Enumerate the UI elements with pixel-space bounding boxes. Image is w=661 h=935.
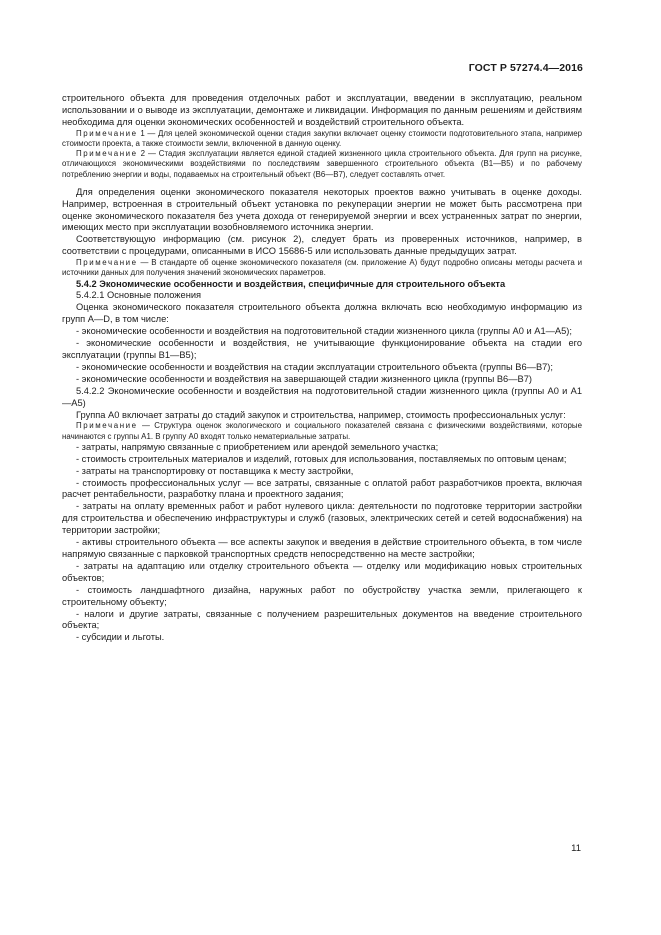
document-code: ГОСТ Р 57274.4—2016	[468, 62, 583, 74]
page-body	[62, 93, 582, 644]
list-item: - экономические особенности и воздействия на завершающей стадии жизненного цикла (группы В6—В7)	[76, 373, 532, 384]
list-item: - стоимость ландшафтного дизайна, наружных работ по обустройству участка земли, прилегающего к строительному объекту;	[62, 584, 582, 607]
note-label: Примечание	[76, 258, 138, 268]
list-item: - стоимость профессиональных услуг — все затраты, связанные с оплатой работ разработчиков проекта, включая расчет рентабельности, разработку плана и проектного задания;	[62, 477, 582, 500]
list-item: - стоимость строительных материалов и изделий, готовых для использования, поставляемых по оптовым ценам;	[76, 453, 567, 464]
list-item: - затраты на транспортировку от поставщика к месту застройки,	[76, 465, 354, 476]
note-text: 2 — Стадия эксплуатации является единой стадией жизненного цикла строительного объекта. Для групп на рисунке, отличающихся экономическими воздействиями по последствиям завершенного строительного объекта (В1—В5) и по рабочему потреблению энергии и воды, подаваемых на строительный объект (В6—В7), следует составлять отчет.	[62, 149, 582, 179]
note-1	[62, 129, 582, 149]
list-item: - затраты на адаптацию или отделку строительного объекта — отделку или модификацию новых строительных объектов;	[62, 560, 582, 583]
list-item: - экономические особенности и воздействия на подготовительной стадии жизненного цикла (группы А0 и А1—А5);	[76, 326, 572, 337]
note-4	[62, 421, 582, 441]
page-number: 11	[571, 843, 581, 854]
list-item: - экономические особенности и воздействия на стадии эксплуатации строительного объекта (группы В6—В7);	[76, 361, 553, 372]
note-text: — В стандарте об оценке экономического показателя (см. приложение А) будут подробно описаны методы расчета и источники данных для получения значений экономических параметров.	[62, 258, 582, 278]
list-item: - экономические особенности и воздействия, не учитывающие функционирование объекта на стадии его эксплуатации (группы В1—В5);	[62, 338, 582, 361]
subsection-title: 5.4.2.2 Экономические особенности и воздействия на подготовительной стадии жизненного цикла (группы А0 и А1—А5)	[62, 385, 582, 408]
intro-paragraph: строительного объекта для проведения отделочных работ и эксплуатации, введении в эксплуатацию, реальном использовании и о выводе из эксплуатации, демонтаже и ликвидации. Информация по данным решениям и действиям необходима для оценки экономических особенностей и воздействий строительного объекта.	[62, 93, 582, 127]
info-paragraph: Соответствующую информацию (см. рисунок 2), следует брать из проверенных источников, например, в соответствии с процедурами, описанными в ИСО 15686-5 или использовать данные предыдущих затрат.	[62, 234, 582, 257]
groups-paragraph: Оценка экономического показателя строительного объекта должна включать всю необходимую информацию из групп А—D, в том числе:	[62, 302, 582, 325]
note-3	[62, 258, 582, 278]
note-label: Примечание	[76, 149, 138, 159]
subsection-title: 5.4.2.1 Основные положения	[76, 290, 202, 301]
section-heading: 5.4.2 Экономические особенности и воздействия, специфичные для строительного объекта	[76, 278, 506, 289]
income-paragraph: Для определения оценки экономического показателя некоторых проектов важно учитывать в оценке доходы. Например, встроенная в строительный объект установка по рекуперации энергии не может быть рассмотрена при оценке экономического показателя без учета дохода от генерируемой энергии и всех устраненных затрат по энергии, имеющих место при эксплуатации возобновляемого источника энергии.	[62, 186, 582, 233]
list-item: - субсидии и льготы.	[76, 632, 165, 643]
note-text: 1 — Для целей экономической оценки стадия закупки включает оценку стоимости подготовительного этапа, например стоимости проекта, а также стоимости земли, включенной в данную оценку.	[62, 128, 582, 148]
note-label: Примечание	[76, 421, 138, 431]
note-2	[62, 149, 582, 180]
list-item: - активы строительного объекта — все аспекты закупок и введения в действие строительного объекта, в том числе напрямую связанные с парковкой транспортных средств непосредственно на месте застройки;	[62, 537, 582, 560]
a0-paragraph: Группа А0 включает затраты до стадий закупок и строительства, например, стоимость профессиональных услуг:	[76, 409, 566, 420]
list-item: - налоги и другие затраты, связанные с получением разрешительных документов на введение строительного объекта;	[62, 608, 582, 631]
note-text: — Структура оценок экологического и социального показателей связана с физическими воздействиями, которые начинаются с группы А1. В группу А0 входят только нематериальные затраты.	[62, 421, 582, 441]
note-label: Примечание	[76, 128, 138, 138]
list-item: - затраты, напрямую связанные с приобретением или арендой земельного участка;	[76, 441, 439, 452]
list-item: - затраты на оплату временных работ и работ нулевого цикла: деятельности по подготовке территории застройки для строительства и обеспечению инфраструктуры и служб (газовых, электрических сетей и сетей водоснабжения) на территории застройки;	[62, 501, 582, 536]
